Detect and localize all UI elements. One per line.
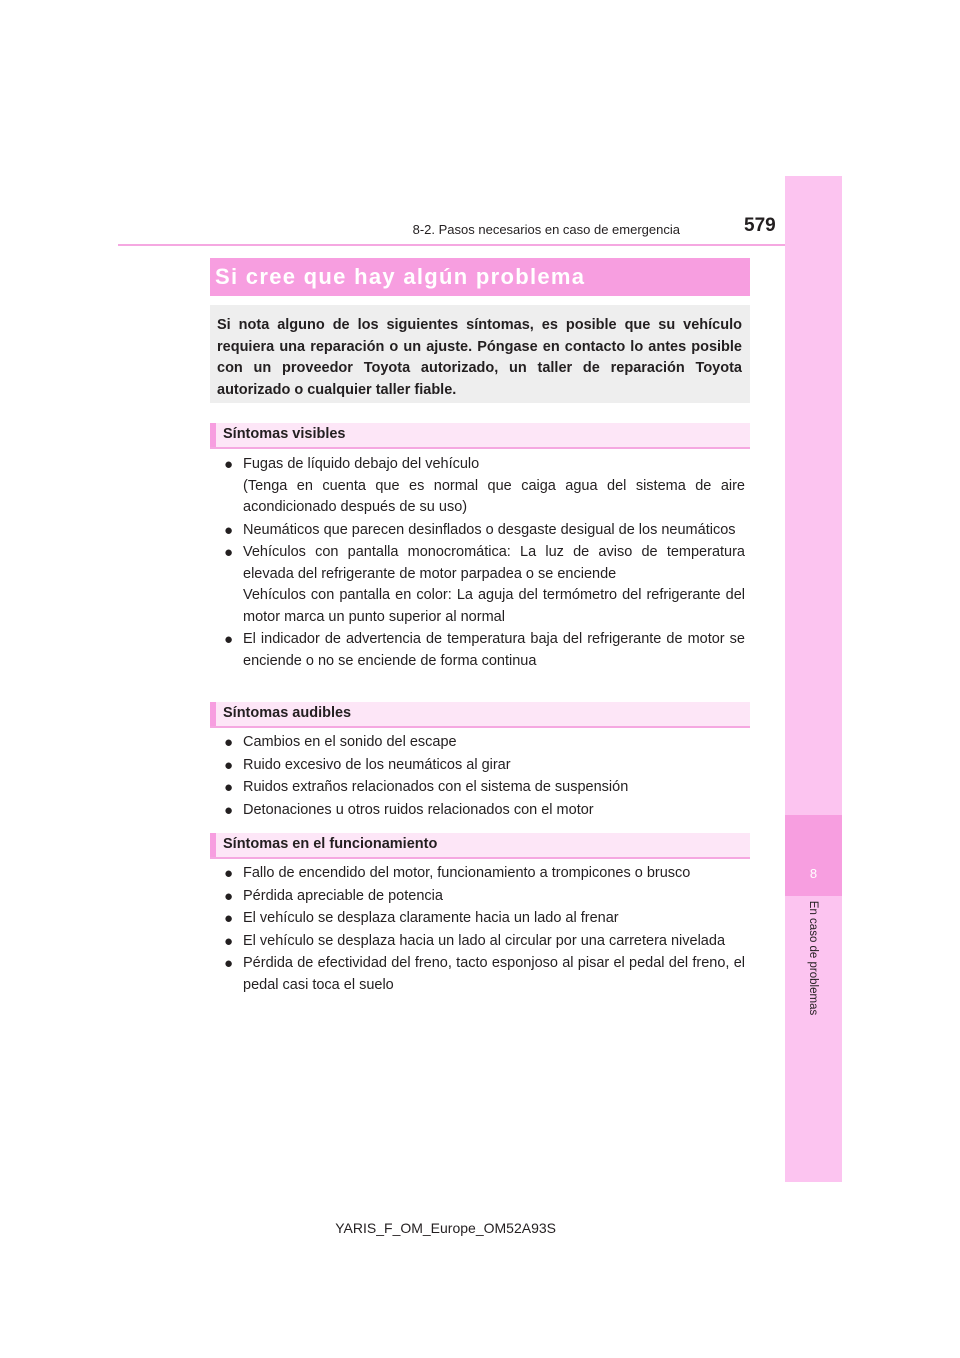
bullet-icon: ●	[224, 910, 234, 927]
page-number: 579	[744, 215, 776, 236]
list-item-text: Neumáticos que parecen desinflados o desgaste desigual de los neumáticos	[243, 521, 736, 538]
bullet-icon: ●	[224, 887, 234, 905]
list-item-text: El vehículo se desplaza hacia un lado al circular por una carretera nivelada	[243, 932, 726, 949]
section-heading: Síntomas audibles	[223, 705, 352, 721]
bullet-list-functioning	[224, 863, 745, 997]
list-item-text: Pérdida de efectividad del freno, tacto esponjoso al pisar el pedal del freno, el pedal casi toca el suelo	[243, 955, 745, 993]
bullet-icon: ●	[224, 734, 234, 751]
list-item-text: Cambios en el sonido del escape	[243, 734, 457, 750]
list-item-text: Fugas de líquido debajo del vehículo	[243, 456, 480, 472]
header-section-title: 8-2. Pasos necesarios en caso de emergencia	[412, 222, 680, 237]
page-title-bar	[210, 258, 750, 296]
bullet-icon: ●	[224, 779, 234, 796]
list-item-text: El indicador de advertencia de temperatura baja del refrigerante de motor se enciende o no se enciende de forma continua	[243, 631, 745, 669]
list-item	[224, 542, 745, 628]
list-item-text: El vehículo se desplaza claramente hacia un lado al frenar	[243, 910, 619, 926]
list-item	[224, 953, 745, 996]
bullet-list-audible	[224, 732, 745, 822]
list-item	[224, 732, 745, 754]
bullet-list-visible	[224, 454, 745, 673]
bullet-icon: ●	[224, 932, 234, 950]
list-item-text: (Tenga en cuenta que es normal que caiga agua del sistema de aire acondicionado después de su uso)	[243, 477, 745, 515]
list-item-text: Fallo de encendido del motor, funcionamiento a trompicones o brusco	[243, 865, 691, 881]
list-item-text: Ruido excesivo de los neumáticos al girar	[243, 756, 511, 773]
header-divider	[118, 244, 785, 246]
section-heading: Síntomas en el funcionamiento	[223, 836, 438, 852]
list-item	[224, 755, 745, 777]
list-item	[224, 931, 745, 953]
section-header-visible	[210, 423, 750, 449]
list-item	[224, 777, 745, 799]
list-item	[224, 886, 745, 908]
section-accent-bar	[210, 833, 216, 857]
bullet-icon: ●	[224, 756, 234, 774]
list-item-text: Vehículos con pantalla en color: La aguja del termómetro del refrigerante del motor marca un punto superior al normal	[243, 587, 745, 625]
list-item-text: Detonaciones u otros ruidos relacionados con el motor	[243, 801, 594, 818]
chapter-label: En caso de problemas	[807, 900, 819, 1016]
list-item	[224, 629, 745, 672]
list-item	[224, 908, 745, 930]
section-accent-bar	[210, 702, 216, 726]
intro-box	[210, 305, 750, 403]
document-code-footer: YARIS_F_OM_Europe_OM52A93S	[335, 1220, 556, 1236]
bullet-icon: ●	[224, 521, 234, 539]
bullet-icon: ●	[224, 955, 234, 972]
chapter-number: 8	[785, 815, 842, 896]
bullet-icon: ●	[224, 801, 234, 819]
bullet-icon: ●	[224, 456, 234, 473]
section-header-functioning	[210, 833, 750, 859]
section-heading: Síntomas visibles	[223, 426, 346, 442]
bullet-icon: ●	[224, 865, 234, 882]
list-item	[224, 863, 745, 885]
page-title: Si cree que hay algún problema	[215, 264, 586, 289]
list-item	[224, 454, 745, 519]
chapter-side-tab	[785, 176, 842, 1182]
list-item	[224, 800, 745, 822]
section-accent-bar	[210, 423, 216, 447]
list-item-text: Pérdida apreciable de potencia	[243, 887, 443, 904]
bullet-icon: ●	[224, 544, 234, 561]
intro-text: Si nota alguno de los siguientes síntomas, es posible que su vehículo requiera una reparación o un ajuste. Póngase en contacto lo antes posible con un proveedor Toyota autorizado, un taller de reparación Toyota autorizado o cualquier taller fiable.	[217, 317, 742, 398]
bullet-icon: ●	[224, 631, 234, 648]
list-item	[224, 520, 745, 542]
section-header-audible	[210, 702, 750, 728]
list-item-text: Vehículos con pantalla monocromática: La luz de aviso de temperatura elevada del refrigerante de motor parpadea o se enciende	[243, 544, 745, 582]
list-item-text: Ruidos extraños relacionados con el sistema de suspensión	[243, 779, 629, 795]
